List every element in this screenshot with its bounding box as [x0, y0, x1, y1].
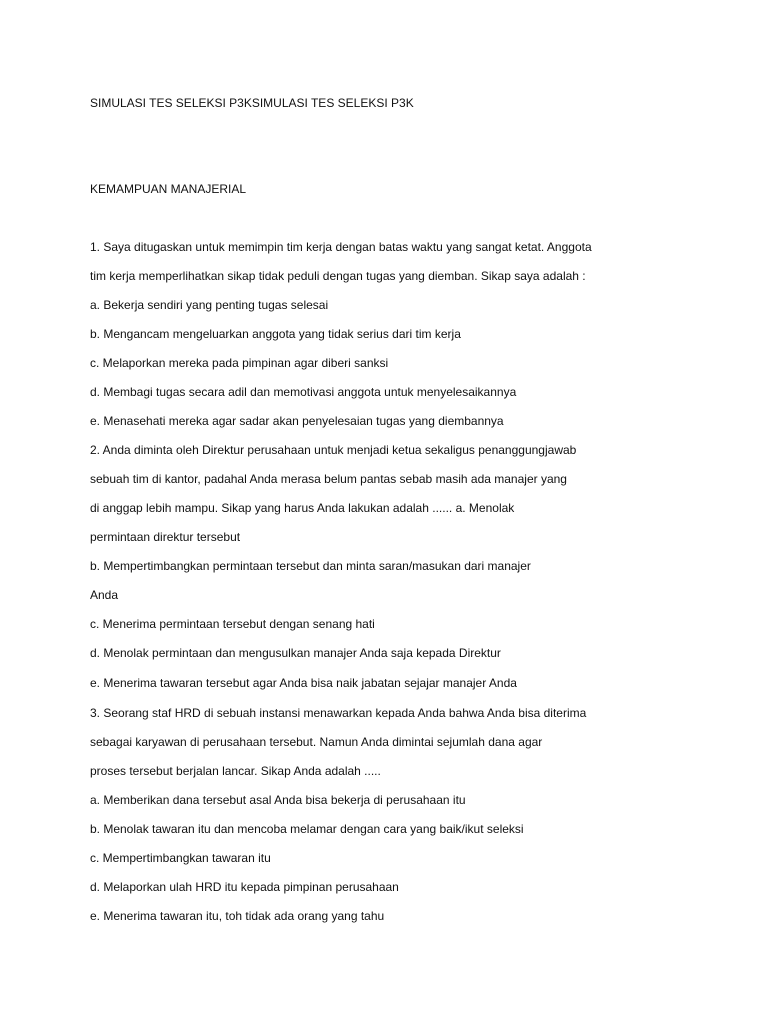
question-2-line-4: permintaan direktur tersebut	[90, 530, 241, 544]
question-3-option-a: a. Memberikan dana tersebut asal Anda bisa bekerja di perusahaan itu	[90, 793, 466, 807]
question-2-line-2: sebuah tim di kantor, padahal Anda merasa belum pantas sebab masih ada manajer yang	[90, 472, 567, 486]
question-2-line-3: di anggap lebih mampu. Sikap yang harus Anda lakukan adalah ...... a. Menolak	[90, 501, 515, 515]
question-3-line-2: sebagai karyawan di perusahaan tersebut. Namun Anda dimintai sejumlah dana agar	[90, 735, 543, 749]
question-2-option-c: c. Menerima permintaan tersebut dengan senang hati	[90, 617, 375, 631]
question-2-option-b-continued: Anda	[90, 588, 119, 602]
question-3-option-c: c. Mempertimbangkan tawaran itu	[90, 851, 271, 865]
question-1-option-b: b. Mengancam mengeluarkan anggota yang tidak serius dari tim kerja	[90, 327, 461, 341]
question-1-option-a: a. Bekerja sendiri yang penting tugas selesai	[90, 298, 329, 312]
question-1-line-2: tim kerja memperlihatkan sikap tidak peduli dengan tugas yang diemban. Sikap saya adalah :	[90, 269, 586, 283]
document-title: SIMULASI TES SELEKSI P3KSIMULASI TES SELEKSI P3K	[90, 96, 414, 110]
question-2-line-1: 2. Anda diminta oleh Direktur perusahaan untuk menjadi ketua sekaligus penanggungjawab	[90, 443, 577, 457]
question-1-option-c: c. Melaporkan mereka pada pimpinan agar diberi sanksi	[90, 356, 389, 370]
question-3-line-3: proses tersebut berjalan lancar. Sikap Anda adalah .....	[90, 764, 381, 778]
question-1-line-1: 1. Saya ditugaskan untuk memimpin tim kerja dengan batas waktu yang sangat ketat. Anggota	[90, 240, 592, 254]
question-2-option-b: b. Mempertimbangkan permintaan tersebut dan minta saran/masukan dari manajer	[90, 559, 531, 573]
question-3-option-d: d. Melaporkan ulah HRD itu kepada pimpinan perusahaan	[90, 880, 399, 894]
question-1-option-e: e. Menasehati mereka agar sadar akan penyelesaian tugas yang diembannya	[90, 414, 504, 428]
question-2-option-d: d. Menolak permintaan dan mengusulkan manajer Anda saja kepada Direktur	[90, 646, 501, 660]
question-3-option-e: e. Menerima tawaran itu, toh tidak ada orang yang tahu	[90, 909, 385, 923]
question-3-line-1: 3. Seorang staf HRD di sebuah instansi menawarkan kepada Anda bahwa Anda bisa diterima	[90, 706, 587, 720]
question-2-option-e: e. Menerima tawaran tersebut agar Anda bisa naik jabatan sejajar manajer Anda	[90, 676, 517, 690]
section-heading: KEMAMPUAN MANAJERIAL	[90, 182, 247, 196]
question-1-option-d: d. Membagi tugas secara adil dan memotivasi anggota untuk menyelesaikannya	[90, 385, 517, 399]
question-3-option-b: b. Menolak tawaran itu dan mencoba melamar dengan cara yang baik/ikut seleksi	[90, 822, 524, 836]
